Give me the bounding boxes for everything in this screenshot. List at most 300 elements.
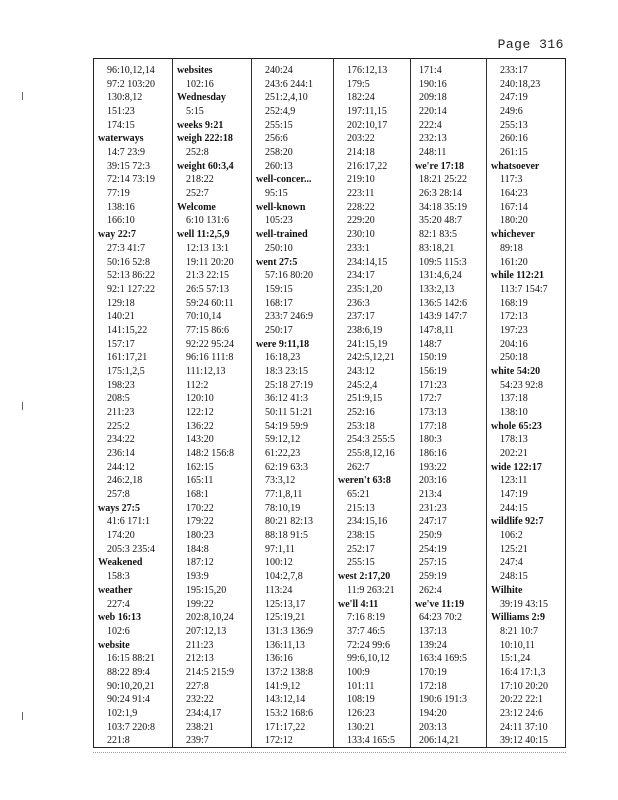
index-headword: way 22:7 bbox=[98, 229, 137, 241]
index-page-ref: 125:21 bbox=[500, 543, 528, 555]
index-page-ref: 216:17,22 bbox=[347, 160, 388, 172]
index-page-ref: 102:1,9 bbox=[107, 707, 138, 719]
index-page-ref: 203:22 bbox=[347, 133, 375, 145]
index-headword: weigh 222:18 bbox=[177, 133, 233, 145]
index-page-ref: 238:15 bbox=[347, 530, 375, 542]
index-page-ref: 97:2 103:20 bbox=[107, 78, 156, 90]
index-page-ref: 159:15 bbox=[265, 283, 293, 295]
index-page-ref: 19:11 20:20 bbox=[186, 256, 234, 268]
index-column-5 bbox=[410, 59, 486, 747]
index-page-ref: 219:10 bbox=[347, 174, 375, 186]
index-page-ref: 26:5 57:13 bbox=[186, 283, 230, 295]
index-page-ref: 96:16 111:8 bbox=[186, 352, 234, 364]
index-page-ref: 249:6 bbox=[500, 106, 523, 118]
index-page-ref: 176:12,13 bbox=[347, 65, 388, 76]
index-headword: we'll 4:11 bbox=[338, 598, 379, 610]
index-headword: were 9:11,18 bbox=[256, 338, 310, 350]
index-page-ref: 23:12 24:6 bbox=[500, 707, 544, 719]
index-headword: wide 122:17 bbox=[491, 461, 542, 473]
margin-mark-middle bbox=[22, 402, 27, 410]
index-headword: west 2:17,20 bbox=[338, 571, 391, 583]
index-page-ref: 77:15 86:6 bbox=[186, 324, 230, 336]
index-page-ref: 88:18 91:5 bbox=[265, 530, 309, 542]
index-page-ref: 90:24 91:4 bbox=[107, 694, 151, 706]
index-page-ref: 173:13 bbox=[419, 407, 447, 418]
index-page-ref: 260:13 bbox=[265, 160, 293, 172]
index-page-ref: 250:17 bbox=[265, 324, 293, 336]
index-page-ref: 233:7 246:9 bbox=[265, 311, 314, 323]
index-page-ref: 109:5 115:3 bbox=[419, 256, 467, 268]
index-page-ref: 234:22 bbox=[107, 434, 135, 446]
index-headword: website bbox=[98, 639, 130, 651]
index-page-ref: 255:15 bbox=[347, 557, 375, 569]
index-page-ref: 161:20 bbox=[500, 256, 528, 268]
index-page-ref: 250:18 bbox=[500, 352, 528, 364]
index-page-ref: 220:14 bbox=[419, 106, 447, 118]
index-page-ref: 92:1 127:22 bbox=[107, 283, 156, 295]
index-page-ref: 222:4 bbox=[419, 119, 442, 131]
index-page-ref: 78:10,19 bbox=[265, 502, 301, 514]
index-column-4 bbox=[333, 59, 410, 747]
index-page-ref: 170:22 bbox=[186, 502, 214, 514]
index-page-ref: 148:7 bbox=[419, 338, 442, 350]
index-page-ref: 178:13 bbox=[500, 434, 528, 446]
index-page-ref: 234:17 bbox=[347, 270, 375, 282]
index-headword: weeks 9:21 bbox=[177, 119, 224, 131]
index-page-ref: 123:11 bbox=[500, 475, 528, 487]
index-page-ref: 10:10,11 bbox=[500, 639, 535, 651]
index-page-ref: 202:21 bbox=[500, 448, 528, 460]
index-headword: waterways bbox=[98, 133, 144, 145]
index-page-ref: 153:2 168:6 bbox=[265, 707, 314, 719]
index-page-ref: 82:1 83:5 bbox=[419, 229, 458, 241]
index-page-ref: 255:8,12,16 bbox=[347, 448, 395, 460]
index-page-ref: 261:15 bbox=[500, 147, 528, 159]
index-page-ref: 171:23 bbox=[419, 379, 447, 391]
index-page-ref: 206:14,21 bbox=[419, 735, 460, 747]
index-headword: Wednesday bbox=[177, 92, 226, 104]
index-page-ref: 212:13 bbox=[186, 653, 214, 665]
index-page-ref: 208:5 bbox=[107, 393, 130, 405]
index-headword: wildlife 92:7 bbox=[491, 516, 544, 528]
index-headword: we're 17:18 bbox=[415, 160, 464, 172]
index-page-ref: 25:18 27:19 bbox=[265, 379, 314, 391]
index-page-ref: 72:24 99:6 bbox=[347, 639, 391, 651]
index-page-ref: 203:13 bbox=[419, 721, 447, 733]
index-page-ref: 250:10 bbox=[265, 242, 293, 254]
index-page-ref: 136:16 bbox=[265, 653, 293, 665]
index-page-ref: 197:23 bbox=[500, 324, 528, 336]
index-page-ref: 204:16 bbox=[500, 338, 528, 350]
index-page-ref: 247:4 bbox=[500, 557, 523, 569]
index-page-ref: 231:23 bbox=[419, 502, 447, 514]
index-page-ref: 234:15,16 bbox=[347, 516, 388, 528]
index-page-ref: 177:18 bbox=[419, 420, 447, 432]
index-page-ref: 90:10,20,21 bbox=[107, 680, 155, 692]
index-page-ref: 106:2 bbox=[500, 530, 523, 542]
index-column-2 bbox=[172, 59, 251, 747]
index-page-ref: 175:1,2,5 bbox=[107, 365, 145, 377]
index-page-ref: 252:7 bbox=[186, 188, 209, 200]
index-page-ref: 239:7 bbox=[186, 735, 209, 747]
index-page-ref: 77:1,8,11 bbox=[265, 489, 303, 501]
index-page-ref: 199:22 bbox=[186, 598, 214, 610]
index-page-ref: 113:7 154:7 bbox=[500, 283, 548, 295]
index-page-ref: 168:19 bbox=[500, 297, 528, 309]
index-page-ref: 218:22 bbox=[186, 174, 214, 186]
index-page-ref: 198:23 bbox=[107, 379, 135, 391]
index-column-3 bbox=[251, 59, 333, 747]
index-page-ref: 64:23 70:2 bbox=[419, 612, 463, 624]
index-page-ref: 244:12 bbox=[107, 461, 135, 473]
index-page-ref: 39:12 40:15 bbox=[500, 735, 549, 747]
index-page-ref: 54:19 59:9 bbox=[265, 420, 309, 432]
index-page-ref: 27:3 41:7 bbox=[107, 242, 146, 254]
index-page-ref: 237:17 bbox=[347, 311, 375, 323]
index-page-ref: 6:10 131:6 bbox=[186, 215, 230, 227]
index-page-ref: 141:9,12 bbox=[265, 680, 301, 692]
index-headword: weight 60:3,4 bbox=[177, 160, 234, 172]
index-page-ref: 235:1,20 bbox=[347, 283, 383, 295]
index-page-ref: 227:4 bbox=[107, 598, 130, 610]
index-page-ref: 99:6,10,12 bbox=[347, 653, 390, 665]
index-page-ref: 251:2,4,10 bbox=[265, 92, 308, 104]
index-page-ref: 80:21 82:13 bbox=[265, 516, 314, 528]
index-page-ref: 41:6 171:1 bbox=[107, 516, 151, 528]
index-page-ref: 122:12 bbox=[186, 407, 214, 418]
index-page-ref: 257:8 bbox=[107, 489, 130, 501]
index-headword: Williams 2:9 bbox=[491, 612, 545, 624]
index-page-ref: 37:7 46:5 bbox=[347, 625, 386, 637]
index-page-ref: 228:22 bbox=[347, 201, 375, 213]
index-page-ref: 254:3 255:5 bbox=[347, 434, 396, 446]
index-page-ref: 59:12,12 bbox=[265, 434, 301, 446]
index-page-ref: 186:16 bbox=[419, 448, 447, 460]
index-page-ref: 253:18 bbox=[347, 420, 375, 432]
index-page-ref: 179:22 bbox=[186, 516, 214, 528]
index-page-ref: 215:13 bbox=[347, 502, 375, 514]
index-page-ref: 247:19 bbox=[500, 92, 528, 104]
index-headword: websites bbox=[177, 65, 213, 76]
index-page-ref: 245:2,4 bbox=[347, 379, 378, 391]
index-page-ref: 211:23 bbox=[107, 407, 135, 418]
index-page-ref: 57:16 80:20 bbox=[265, 270, 314, 282]
index-page-ref: 168:17 bbox=[265, 297, 293, 309]
index-headword: weather bbox=[98, 584, 133, 596]
index-page-ref: 244:15 bbox=[500, 502, 528, 514]
index-page-ref: 240:24 bbox=[265, 65, 293, 76]
index-page-ref: 17:10 20:20 bbox=[500, 680, 549, 692]
index-page-ref: 172:7 bbox=[419, 393, 442, 405]
index-page-ref: 139:24 bbox=[419, 639, 447, 651]
index-page-ref: 125:19,21 bbox=[265, 612, 306, 624]
index-page-ref: 26:3 28:14 bbox=[419, 188, 463, 200]
index-page-ref: 50:11 51:21 bbox=[265, 407, 313, 418]
index-page-ref: 233:1 bbox=[347, 242, 370, 254]
index-page-ref: 137:18 bbox=[500, 393, 528, 405]
index-page-ref: 193:9 bbox=[186, 571, 209, 583]
index-headword: Welcome bbox=[177, 201, 216, 213]
index-page-ref: 141:15,22 bbox=[107, 324, 148, 336]
index-page-ref: 133:4 165:5 bbox=[347, 735, 396, 747]
index-page-ref: 143:9 147:7 bbox=[419, 311, 468, 323]
index-page-ref: 8:21 10:7 bbox=[500, 625, 539, 637]
index-page-ref: 179:5 bbox=[347, 78, 370, 90]
index-page-ref: 205:3 235:4 bbox=[107, 543, 156, 555]
index-page-ref: 202:10,17 bbox=[347, 119, 388, 131]
index-page-ref: 250:9 bbox=[419, 530, 442, 542]
index-headword: whichever bbox=[491, 229, 535, 241]
index-headword: whole 65:23 bbox=[491, 420, 542, 432]
index-page-ref: 184:8 bbox=[186, 543, 209, 555]
index-page-ref: 88:22 89:4 bbox=[107, 666, 151, 678]
index-page-ref: 108:19 bbox=[347, 694, 375, 706]
index-page-ref: 24:11 37:10 bbox=[500, 721, 548, 733]
index-page-ref: 125:13,17 bbox=[265, 598, 306, 610]
index-page-ref: 163:4 169:5 bbox=[419, 653, 468, 665]
index-page-ref: 59:24 60:11 bbox=[186, 297, 234, 309]
index-page-ref: 16:4 17:1,3 bbox=[500, 666, 546, 678]
index-page-ref: 140:21 bbox=[107, 311, 135, 323]
index-page-ref: 207:12,13 bbox=[186, 625, 227, 637]
index-page-ref: 190:16 bbox=[419, 78, 447, 90]
index-page-ref: 92:22 95:24 bbox=[186, 338, 235, 350]
index-page-ref: 172:18 bbox=[419, 680, 447, 692]
index-page-ref: 130:8,12 bbox=[107, 92, 143, 104]
index-page-ref: 18:3 23:15 bbox=[265, 365, 309, 377]
index-page-ref: 70:10,14 bbox=[186, 311, 222, 323]
index-page-ref: 167:14 bbox=[500, 201, 528, 213]
index-page-ref: 252:16 bbox=[347, 407, 375, 418]
index-page-ref: 262:7 bbox=[347, 461, 370, 473]
index-page-ref: 83:18,21 bbox=[419, 242, 455, 254]
index-page-ref: 138:10 bbox=[500, 407, 528, 418]
index-page-ref: 254:19 bbox=[419, 543, 447, 555]
index-page-ref: 252:8 bbox=[186, 147, 209, 159]
index-headword: well-concer... bbox=[256, 174, 312, 186]
index-page-ref: 256:6 bbox=[265, 133, 288, 145]
index-page-ref: 255:15 bbox=[265, 119, 293, 131]
index-page-ref: 18:21 25:22 bbox=[419, 174, 468, 186]
index-page-ref: 229:20 bbox=[347, 215, 375, 227]
index-page-ref: 16:15 88:21 bbox=[107, 653, 156, 665]
index-page-ref: 97:1,11 bbox=[265, 543, 295, 555]
index-page-ref: 238:6,19 bbox=[347, 324, 383, 336]
index-headword: Weakened bbox=[98, 557, 143, 569]
index-page-ref: 248:15 bbox=[500, 571, 528, 583]
index-page-ref: 143:20 bbox=[186, 434, 214, 446]
index-page-ref: 35:20 48:7 bbox=[419, 215, 463, 227]
index-page-ref: 143:12,14 bbox=[265, 694, 306, 706]
index-page-ref: 15:1,24 bbox=[500, 653, 531, 665]
index-page-ref: 137:13 bbox=[419, 625, 447, 637]
index-page-ref: 190:6 191:3 bbox=[419, 694, 468, 706]
index-page-ref: 147:8,11 bbox=[419, 324, 454, 336]
index-headword: weren't 63:8 bbox=[338, 475, 391, 487]
index-page-ref: 193:22 bbox=[419, 461, 447, 473]
index-page-ref: 96:10,12,14 bbox=[107, 65, 155, 76]
index-page-ref: 100:9 bbox=[347, 666, 370, 678]
index-page-ref: 131:3 136:9 bbox=[265, 625, 314, 637]
index-page-ref: 258:20 bbox=[265, 147, 293, 159]
index-page-ref: 14:7 23:9 bbox=[107, 147, 146, 159]
index-page-ref: 257:15 bbox=[419, 557, 447, 569]
index-headword: well-trained bbox=[256, 229, 308, 241]
index-page-ref: 77:19 bbox=[107, 188, 130, 200]
index-page-ref: 251:9,15 bbox=[347, 393, 383, 405]
index-page-ref: 102:6 bbox=[107, 625, 130, 637]
index-page-ref: 16:18,23 bbox=[265, 352, 301, 364]
index-page-ref: 133:2,13 bbox=[419, 283, 455, 295]
index-page-ref: 39:19 43:15 bbox=[500, 598, 549, 610]
index-page-ref: 148:2 156:8 bbox=[186, 448, 235, 460]
index-headword: we've 11:19 bbox=[415, 598, 465, 610]
index-page-ref: 203:16 bbox=[419, 475, 447, 487]
index-page-ref: 182:24 bbox=[347, 92, 375, 104]
index-page-ref: 230:10 bbox=[347, 229, 375, 241]
index-column-6 bbox=[486, 59, 567, 747]
index-page-ref: 136:5 142:6 bbox=[419, 297, 468, 309]
index-page-ref: 180:20 bbox=[500, 215, 528, 227]
index-page-ref: 197:11,15 bbox=[347, 106, 387, 118]
index-page-ref: 150:19 bbox=[419, 352, 447, 364]
index-page-ref: 101:11 bbox=[347, 680, 375, 692]
index-page-ref: 137:2 138:8 bbox=[265, 666, 314, 678]
index-page-ref: 131:4,6,24 bbox=[419, 270, 462, 282]
index-page-ref: 202:8,10,24 bbox=[186, 612, 234, 624]
index-page-ref: 65:21 bbox=[347, 489, 370, 501]
index-page-ref: 252:4,9 bbox=[265, 106, 296, 118]
index-page-ref: 104:2,7,8 bbox=[265, 571, 303, 583]
index-page-ref: 243:6 244:1 bbox=[265, 78, 314, 90]
index-page-ref: 111:12,13 bbox=[186, 365, 226, 377]
index-page-ref: 232:22 bbox=[186, 694, 214, 706]
index-page-ref: 20:22 22:1 bbox=[500, 694, 544, 706]
index-page-ref: 164:23 bbox=[500, 188, 528, 200]
index-headword: went 27:5 bbox=[256, 256, 298, 268]
index-page-ref: 117:3 bbox=[500, 174, 523, 186]
index-page-ref: 255:13 bbox=[500, 119, 528, 131]
index-page-ref: 168:1 bbox=[186, 489, 209, 501]
index-page-ref: 166:10 bbox=[107, 215, 135, 227]
index-page-ref: 136:11,13 bbox=[265, 639, 305, 651]
index-page-ref: 113:24 bbox=[265, 584, 293, 596]
index-page-ref: 242:5,12,21 bbox=[347, 352, 395, 364]
index-page-ref: 233:17 bbox=[500, 65, 528, 76]
index-page-ref: 262:4 bbox=[419, 584, 442, 596]
index-page-ref: 126:23 bbox=[347, 707, 375, 719]
index-page-ref: 7:16 8:19 bbox=[347, 612, 386, 624]
index-page-ref: 100:12 bbox=[265, 557, 293, 569]
index-headword: well 11:2,5,9 bbox=[177, 229, 230, 241]
index-page-ref: 34:18 35:19 bbox=[419, 201, 468, 213]
index-page-ref: 209:18 bbox=[419, 92, 447, 104]
index-page-ref: 259:19 bbox=[419, 571, 447, 583]
word-index-table bbox=[93, 58, 566, 748]
index-page-ref: 162:15 bbox=[186, 461, 214, 473]
index-page-ref: 236:3 bbox=[347, 297, 370, 309]
index-page-ref: 252:17 bbox=[347, 543, 375, 555]
index-page-ref: 236:14 bbox=[107, 448, 135, 460]
index-page-ref: 138:16 bbox=[107, 201, 135, 213]
index-page-ref: 246:2,18 bbox=[107, 475, 143, 487]
index-page-ref: 112:2 bbox=[186, 379, 209, 391]
index-page-ref: 171:17,22 bbox=[265, 721, 306, 733]
index-page-ref: 36:12 41:3 bbox=[265, 393, 309, 405]
index-page-ref: 52:13 86:22 bbox=[107, 270, 156, 282]
index-page-ref: 260:16 bbox=[500, 133, 528, 145]
page-number: Page 316 bbox=[497, 37, 564, 52]
index-page-ref: 5:15 bbox=[186, 106, 204, 118]
index-page-ref: 11:9 263:21 bbox=[347, 584, 395, 596]
index-page-ref: 172:13 bbox=[500, 311, 528, 323]
margin-mark-bottom bbox=[22, 712, 27, 720]
index-page-ref: 21:3 22:15 bbox=[186, 270, 230, 282]
index-page-ref: 12:13 13:1 bbox=[186, 242, 230, 254]
index-page-ref: 136:22 bbox=[186, 420, 214, 432]
index-page-ref: 172:12 bbox=[265, 735, 293, 747]
index-page-ref: 72:14 73:19 bbox=[107, 174, 156, 186]
index-page-ref: 180:3 bbox=[419, 434, 442, 446]
index-column-1 bbox=[94, 59, 172, 747]
index-page-ref: 120:10 bbox=[186, 393, 214, 405]
index-page-ref: 243:12 bbox=[347, 365, 375, 377]
index-page-ref: 227:8 bbox=[186, 680, 209, 692]
bottom-rule bbox=[93, 752, 566, 753]
index-page-ref: 234:14,15 bbox=[347, 256, 388, 268]
index-headword: whatsoever bbox=[491, 160, 540, 172]
index-headword: while 112:21 bbox=[491, 270, 545, 282]
index-page-ref: 223:11 bbox=[347, 188, 375, 200]
index-page-ref: 165:11 bbox=[186, 475, 214, 487]
index-page-ref: 238:21 bbox=[186, 721, 214, 733]
index-page-ref: 225:2 bbox=[107, 420, 130, 432]
index-page-ref: 247:17 bbox=[419, 516, 447, 528]
index-page-ref: 147:19 bbox=[500, 489, 528, 501]
index-headword: Wilhite bbox=[491, 584, 523, 596]
index-page-ref: 170:19 bbox=[419, 666, 447, 678]
index-page-ref: 129:18 bbox=[107, 297, 135, 309]
index-page-ref: 174:15 bbox=[107, 119, 135, 131]
index-page-ref: 89:18 bbox=[500, 242, 523, 254]
index-page-ref: 214:18 bbox=[347, 147, 375, 159]
index-page-ref: 174:20 bbox=[107, 530, 135, 542]
index-page-ref: 105:23 bbox=[265, 215, 293, 227]
index-page-ref: 62:19 63:3 bbox=[265, 461, 309, 473]
index-page-ref: 103:7 220:8 bbox=[107, 721, 156, 733]
index-page-ref: 248:11 bbox=[419, 147, 447, 159]
index-page-ref: 161:17,21 bbox=[107, 352, 148, 364]
index-page-ref: 187:12 bbox=[186, 557, 214, 569]
index-headword: well-known bbox=[256, 201, 306, 213]
index-headword: web 16:13 bbox=[98, 612, 142, 624]
index-page-ref: 151:23 bbox=[107, 106, 135, 118]
index-page-ref: 157:17 bbox=[107, 338, 135, 350]
index-page-ref: 213:4 bbox=[419, 489, 442, 501]
index-page-ref: 50:16 52:8 bbox=[107, 256, 151, 268]
index-page-ref: 171:4 bbox=[419, 65, 442, 76]
index-page-ref: 221:8 bbox=[107, 735, 130, 747]
index-page-ref: 130:21 bbox=[347, 721, 375, 733]
index-page-ref: 73:3,12 bbox=[265, 475, 296, 487]
index-page-ref: 95:15 bbox=[265, 188, 288, 200]
index-page-ref: 232:13 bbox=[419, 133, 447, 145]
index-page-ref: 54:23 92:8 bbox=[500, 379, 544, 391]
index-page-ref: 211:23 bbox=[186, 639, 214, 651]
index-page-ref: 194:20 bbox=[419, 707, 447, 719]
index-page-ref: 156:19 bbox=[419, 365, 447, 377]
index-page-ref: 61:22,23 bbox=[265, 448, 301, 460]
